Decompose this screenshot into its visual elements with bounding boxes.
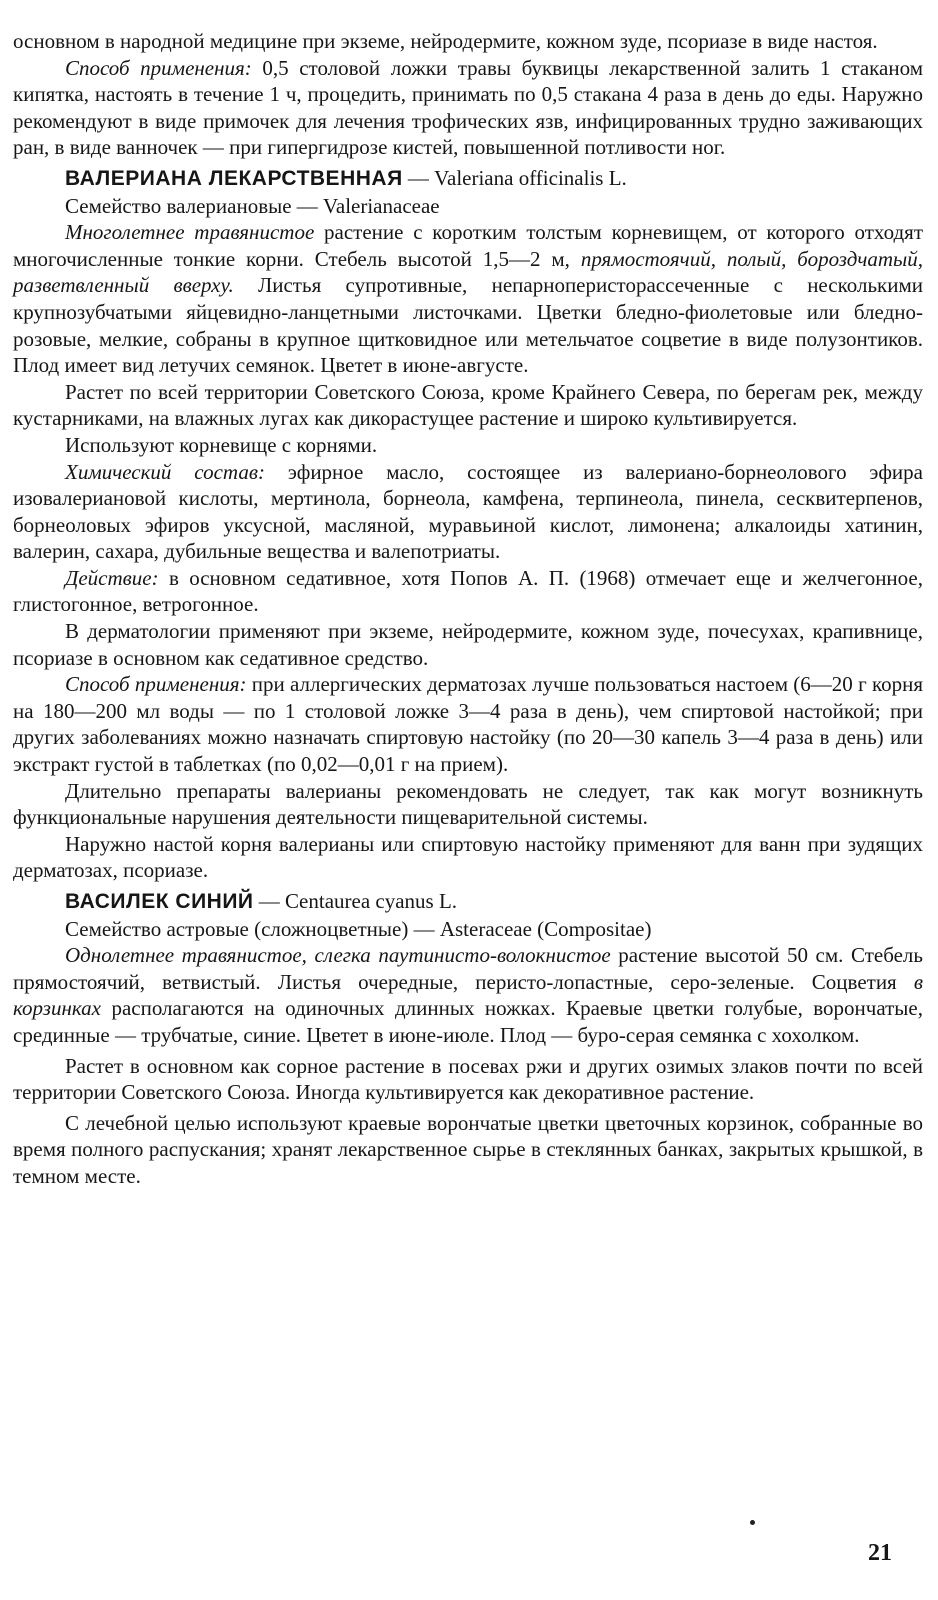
desc-text: растение высотой 50 см. Стебель прямостоячий, ветвистый. Листья очередные, перисто-лопастные, серо-зеленые. Соцветия: [13, 943, 923, 994]
valerian-dermatology: В дерматологии применяют при экземе, нейродермите, кожном зуде, почесухах, крапивнице, псориазе в основном как седативное средство.: [13, 619, 923, 670]
cornflower-family: Семейство астровые (сложноцветные) — Asteraceae (Compositae): [65, 916, 652, 941]
valerian-heading: [13, 165, 923, 193]
continuation-method-paragraph: [13, 55, 923, 161]
valerian-used-part: Используют корневище с корнями.: [65, 432, 378, 457]
cornflower-latin: — Centaurea cyanus L.: [253, 889, 458, 913]
continuation-text: основном в народной медицине при экземе, нейродермите, кожном зуде, псориазе в виде настоя.: [13, 29, 878, 53]
chem-text: эфирное масло, состоящее из валериано-борнеолового эфира изовалериановой кислоты, мертинола, борнеола, камфена, терпинеола, пинела, сесквитерпенов, борнеоловых эфиров уксусной, масляной, муравьиной кислот, лимонена; алкалоиды хатинин, валерин, сахара, дубильные вещества и валепотриаты.: [13, 459, 923, 564]
continuation-paragraph: [13, 28, 923, 55]
desc-text: располагаются на одиночных длинных ножках. Краевые цветки голубые, ворончатые, срединные — трубчатые, синие. Цветет в июне-июле. Плод — буро-серая семянка с хохолком.: [13, 996, 923, 1047]
action-label: Действие:: [65, 565, 159, 590]
method-text: 0,5 столовой ложки травы буквицы лекарственной залить 1 стаканом кипятка, настоять в течение 1 ч, процедить, принимать по 0,5 стакана 4 раза в день до еды. Наружно рекомендуют в виде примочек для лечения трофических язв, инфицированных трудно заживающих ран, в виде ванночек — при гипергидрозе кистей, повышенной потливости ног.: [13, 55, 923, 160]
desc-italic: Многолетнее травянистое: [65, 220, 315, 245]
valerian-external: Наружно настой корня валерианы или спиртовую настойку применяют для ванн при зудящих дерматозах, псориазе.: [13, 831, 923, 883]
valerian-warning: Длительно препараты валерианы рекомендовать не следует, так как могут возникнуть функциональные нарушения деятельности пищеварительной системы.: [13, 778, 923, 830]
method-label: Способ применения:: [65, 672, 247, 697]
valerian-latin: — Valeriana officinalis L.: [402, 165, 627, 190]
valerian-description: [13, 219, 923, 379]
desc-italic: в корзинках: [13, 969, 923, 1021]
page-text: [13, 28, 923, 1190]
valerian-action: [13, 565, 923, 618]
desc-text: Листья супротивные, непарноперисторассеченные с несколькими крупнозубчатыми яйцевидно-ланцетными листочками. Цветки бледно-фиолетовые или бледно-розовые, мелкие, собраны в крупное щитковидное или метельчатое соцветие в виде полузонтиков. Плод имеет вид летучих семянок. Цветет в июне-августе.: [13, 273, 923, 378]
valerian-family: Семейство валериановые — Valerianaceae: [65, 193, 440, 218]
cornflower-description: [13, 942, 923, 1048]
desc-text: растение с коротким толстым корневищем, от которого отходят многочисленные тонкие корни. Стебель высотой 1,5—2 м,: [13, 220, 923, 271]
valerian-chemistry: [13, 459, 923, 565]
method-text: при аллергических дерматозах лучше пользоваться настоем (6—20 г корня на 180—200 мл воды — по 1 столовой ложке 3—4 раза в день), чем спиртовой настойкой; при других заболеваниях можно назначать спиртовую настойку (по 20—30 капель 3—4 раза в день) или экстракт густой в таблетках (по 0,02—0,01 г на прием).: [13, 672, 923, 777]
valerian-habitat: Растет по всей территории Советского Союза, кроме Крайнего Севера, по берегам рек, между кустарниками, на влажных лугах как дикорастущее растение и широко культивируется.: [13, 379, 923, 431]
cornflower-habitat: Растет в основном как сорное растение в посевах ржи и других озимых злаков почти по всей территории Советского Союза. Иногда культивируется как декоративное растение.: [13, 1053, 923, 1105]
cornflower-title: ВАСИЛЕК СИНИЙ: [65, 890, 254, 913]
page-number: 21: [868, 1540, 892, 1566]
cornflower-usage: С лечебной целью используют краевые ворончатые цветки цветочных корзинок, собранные во время полного распускания; хранят лекарственное сырье в стеклянных банках, закрытых крышкой, в темном месте.: [13, 1110, 923, 1188]
chem-label: Химический состав:: [65, 459, 265, 484]
desc-italic: прямостоячий, полый, бороздчатый, разветвленный вверху.: [13, 246, 923, 298]
print-speck: [750, 1520, 755, 1525]
valerian-method: [13, 671, 923, 777]
cornflower-heading: [13, 888, 923, 916]
desc-italic: Однолетнее травянистое, слегка паутинисто-волокнистое: [65, 943, 611, 968]
valerian-title: ВАЛЕРИАНА ЛЕКАРСТВЕННАЯ: [65, 166, 403, 190]
method-label: Способ применения:: [65, 55, 252, 80]
action-text: в основном седативное, хотя Попов А. П. (1968) отмечает еще и желчегонное, глистогонное, ветрогонное.: [13, 565, 923, 617]
